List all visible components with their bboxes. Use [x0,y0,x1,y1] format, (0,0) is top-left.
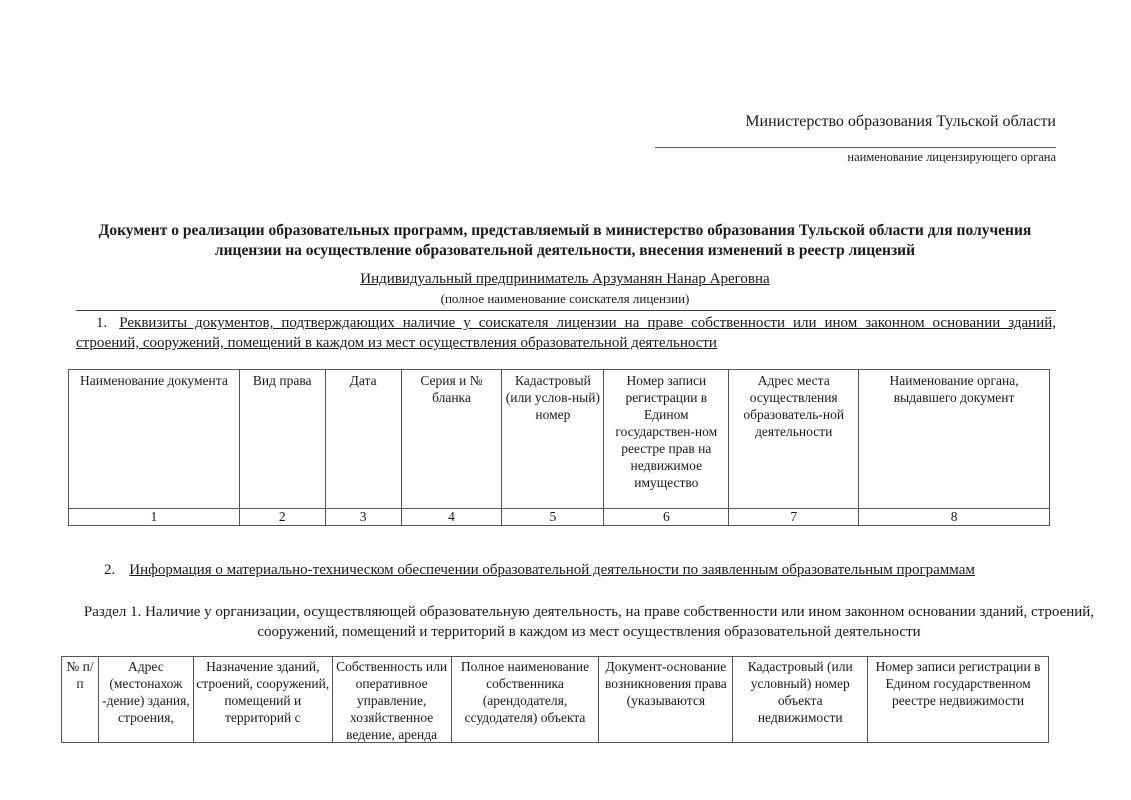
column-header: Кадастровый (или условный) номер объекта недвижимости [733,657,868,743]
column-number: 4 [401,509,502,526]
section-1-text: Реквизиты документов, подтверждающих наличие у соискателя лицензии на праве собственности или ином законном основании зданий, строений, сооружений, помещений в каждом из мест осуществления образовательной деятельности [76,315,1056,351]
column-header: Номер записи регистрации в Едином государствен-ном реестре прав на недвижимое имущество [604,370,729,509]
section-2-text: Информация о материально-техническом обеспечении образовательной деятельности по заявленным образовательным программам [129,562,975,578]
buildings-table [61,656,1049,743]
column-number: 8 [859,509,1050,526]
part-1-title: Раздел 1. Наличие у организации, осуществляющей образовательную деятельность, на праве собственности или ином законном основании зданий, строений, сооружений, помещений и территорий в каждом из мест осуществления образовательной деятельности [83,604,1095,640]
table-header-row [69,370,1050,509]
column-number: 1 [69,509,240,526]
column-header: Адрес места осуществления образователь-ной деятельности [729,370,859,509]
column-header: Адрес (местонахож -дение) здания, строения, [98,657,193,743]
table-header-row [62,657,1049,743]
column-header: Назначение зданий, строений, сооружений, помещений и территорий с [193,657,332,743]
column-header: № п/п [62,657,99,743]
applicant-caption: (полное наименование соискателя лицензии) [440,291,690,306]
column-header: Полное наименование собственника (арендодателя, ссудодателя) объекта [451,657,599,743]
licensing-body-underline [655,147,1056,148]
section-1-heading [76,313,1056,353]
column-number: 3 [325,509,401,526]
column-header: Дата [325,370,401,509]
column-numbers-row [69,509,1050,526]
section-2-number: 2. [104,562,116,578]
applicant-name-text: Индивидуальный предприниматель Арзуманян Нанар Ареговна [360,271,770,287]
applicant-name [66,271,1064,288]
property-documents-table [68,369,1050,526]
document-title: Документ о реализации образовательных программ, представляемый в министерство образования Тульской области для получения лицензии на осуществление образовательной деятельности, внесения изменений в реестр лицензий [98,222,1032,259]
section-2-heading [104,562,975,579]
licensing-body: Министерство образования Тульской области [745,113,1056,130]
column-number: 6 [604,509,729,526]
column-number: 5 [502,509,604,526]
column-header: Собственность или оперативное управление, хозяйственное ведение, аренда [332,657,451,743]
column-header: Номер записи регистрации в Едином государственном реестре недвижимости [868,657,1049,743]
column-header: Наименование органа, выдавшего документ [859,370,1050,509]
column-header: Наименование документа [69,370,240,509]
column-header: Документ-основание возникновения права (указываются [599,657,733,743]
licensing-body-caption: наименование лицензирующего органа [847,150,1056,164]
column-header: Кадастровый (или услов-ный) номер [502,370,604,509]
column-number: 7 [729,509,859,526]
column-header: Серия и № бланка [401,370,502,509]
section-1-number: 1. [96,315,108,331]
column-header: Вид права [239,370,325,509]
applicant-underline [76,310,1056,311]
column-number: 2 [239,509,325,526]
